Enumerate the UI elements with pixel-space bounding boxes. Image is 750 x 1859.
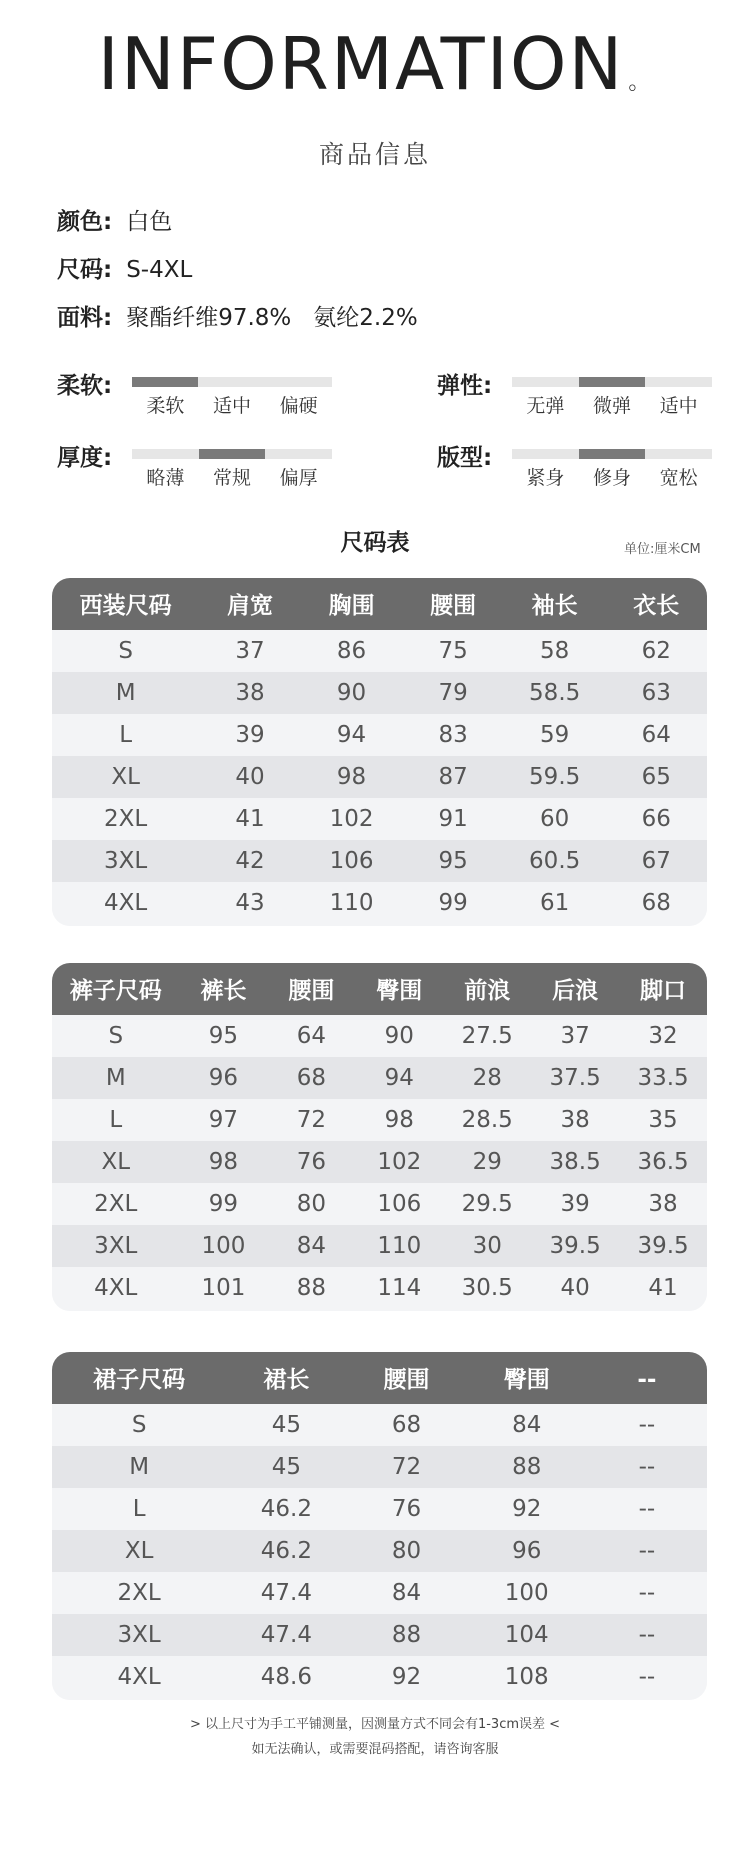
table-row bbox=[52, 1446, 707, 1488]
table-cell: 68 bbox=[641, 890, 671, 916]
table-row bbox=[52, 1099, 707, 1141]
prop-color bbox=[57, 198, 418, 246]
scale-option: 无弹 bbox=[526, 395, 565, 417]
table-cell: 60 bbox=[540, 806, 570, 832]
table-row bbox=[52, 1404, 707, 1446]
table-cell: 100 bbox=[504, 1580, 549, 1606]
table-cell: 92 bbox=[512, 1496, 542, 1522]
table-cell: 38 bbox=[235, 680, 265, 706]
header-cell: 腰围 bbox=[383, 1367, 430, 1393]
table-cell: 102 bbox=[329, 806, 374, 832]
scale-track bbox=[512, 449, 712, 459]
size-label-cell: XL bbox=[101, 1149, 131, 1175]
table-cell: 106 bbox=[377, 1191, 422, 1217]
table-cell: 108 bbox=[504, 1664, 549, 1690]
size-chart-title: 尺码表 bbox=[340, 530, 410, 556]
suit-size-table bbox=[52, 578, 707, 926]
prop-value-secondary: 氨纶2.2% bbox=[313, 305, 418, 331]
table-cell: 39 bbox=[235, 722, 265, 748]
header-cell: 脚口 bbox=[640, 978, 687, 1004]
prop-fabric bbox=[57, 294, 418, 342]
scale-option: 修身 bbox=[593, 467, 632, 489]
size-label-cell: L bbox=[119, 722, 133, 748]
size-label-cell: S bbox=[108, 1023, 124, 1049]
pants-size-table bbox=[52, 963, 707, 1311]
table-cell: -- bbox=[638, 1538, 656, 1564]
prop-size bbox=[57, 246, 418, 294]
table-body bbox=[52, 630, 707, 926]
size-label-cell: 3XL bbox=[117, 1622, 161, 1648]
table-cell: 40 bbox=[235, 764, 265, 790]
header-cell: 臀围 bbox=[376, 978, 423, 1004]
table-row bbox=[52, 1530, 707, 1572]
table-cell: 88 bbox=[391, 1622, 422, 1648]
table-cell: 99 bbox=[438, 890, 468, 916]
table-cell: 114 bbox=[377, 1275, 422, 1301]
size-label-cell: M bbox=[105, 1065, 126, 1091]
table-cell: 84 bbox=[512, 1412, 542, 1438]
size-chart-unit: 单位:厘米CM bbox=[624, 542, 701, 557]
scale-track bbox=[512, 377, 712, 387]
prop-key: 颜色: bbox=[57, 209, 113, 235]
scale-fill bbox=[579, 377, 645, 387]
table-cell: 72 bbox=[391, 1454, 422, 1480]
size-label-cell: 3XL bbox=[94, 1233, 138, 1259]
prop-value: 白色 bbox=[126, 209, 173, 235]
table-cell: 67 bbox=[641, 848, 671, 874]
table-cell: 40 bbox=[560, 1275, 590, 1301]
table-cell: 48.6 bbox=[260, 1664, 312, 1690]
table-cell: 104 bbox=[504, 1622, 549, 1648]
table-cell: 27.5 bbox=[461, 1023, 513, 1049]
size-label-cell: 4XL bbox=[94, 1275, 138, 1301]
table-cell: 99 bbox=[208, 1191, 239, 1217]
table-header bbox=[52, 578, 707, 630]
table-cell: 41 bbox=[235, 806, 265, 832]
table-cell: 84 bbox=[296, 1233, 326, 1259]
table-cell: 29 bbox=[472, 1149, 502, 1175]
table-row bbox=[52, 756, 707, 798]
table-cell: 59 bbox=[540, 722, 570, 748]
scale-fit bbox=[437, 443, 750, 503]
scale-key: 厚度: bbox=[57, 445, 113, 471]
table-cell: 79 bbox=[438, 680, 468, 706]
table-cell: 39.5 bbox=[549, 1233, 601, 1259]
scale-fill bbox=[579, 449, 645, 459]
table-cell: 90 bbox=[336, 680, 367, 706]
table-cell: 83 bbox=[438, 722, 468, 748]
table-cell: -- bbox=[638, 1622, 656, 1648]
scale-key: 弹性: bbox=[437, 373, 493, 399]
scale-option: 偏厚 bbox=[279, 467, 318, 489]
product-properties bbox=[57, 198, 418, 342]
table-cell: 76 bbox=[391, 1496, 422, 1522]
table-cell: 68 bbox=[391, 1412, 422, 1438]
table-cell: 46.2 bbox=[260, 1496, 312, 1522]
table-cell: -- bbox=[638, 1454, 656, 1480]
table-cell: 64 bbox=[296, 1023, 326, 1049]
scale-track bbox=[132, 377, 332, 387]
scale-softness bbox=[57, 371, 377, 431]
header-cell: 腰围 bbox=[430, 593, 477, 619]
header-cell: 后浪 bbox=[552, 978, 599, 1004]
table-row bbox=[52, 672, 707, 714]
table-cell: 62 bbox=[641, 638, 671, 664]
scale-options bbox=[512, 391, 712, 421]
table-cell: 106 bbox=[329, 848, 374, 874]
size-label-cell: 3XL bbox=[104, 848, 148, 874]
scale-option: 略薄 bbox=[146, 467, 185, 489]
table-row bbox=[52, 714, 707, 756]
table-cell: 66 bbox=[641, 806, 671, 832]
table-cell: 45 bbox=[271, 1412, 301, 1438]
size-label-cell: XL bbox=[124, 1538, 154, 1564]
table-cell: 36.5 bbox=[637, 1149, 689, 1175]
table-row bbox=[52, 1267, 707, 1311]
table-cell: 37 bbox=[560, 1023, 590, 1049]
header-cell: 臀围 bbox=[503, 1367, 550, 1393]
scale-track bbox=[132, 449, 332, 459]
size-label-cell: 2XL bbox=[117, 1580, 161, 1606]
table-cell: 94 bbox=[384, 1065, 414, 1091]
table-body bbox=[52, 1404, 707, 1700]
table-cell: 30 bbox=[472, 1233, 502, 1259]
scale-option: 适中 bbox=[213, 395, 252, 417]
scale-options bbox=[132, 463, 332, 493]
table-cell: 37 bbox=[235, 638, 265, 664]
table-cell: 38 bbox=[648, 1191, 678, 1217]
header-cell: 袖长 bbox=[531, 593, 578, 619]
scale-options bbox=[132, 391, 332, 421]
prop-value: S-4XL bbox=[126, 257, 193, 283]
table-cell: 38.5 bbox=[549, 1149, 601, 1175]
table-cell: 80 bbox=[391, 1538, 422, 1564]
table-row bbox=[52, 1057, 707, 1099]
table-cell: 87 bbox=[438, 764, 468, 790]
header-cell: 前浪 bbox=[464, 978, 511, 1004]
table-row bbox=[52, 798, 707, 840]
table-cell: 98 bbox=[384, 1107, 414, 1133]
note-line: 如无法确认，或需要混码搭配，请咨询客服 bbox=[251, 1742, 499, 1757]
table-cell: 46.2 bbox=[260, 1538, 312, 1564]
table-cell: 42 bbox=[235, 848, 265, 874]
header-cell: 裙长 bbox=[263, 1367, 310, 1393]
table-cell: 28.5 bbox=[461, 1107, 513, 1133]
table-cell: 39.5 bbox=[637, 1233, 689, 1259]
size-label-cell: 2XL bbox=[94, 1191, 138, 1217]
table-cell: 61 bbox=[540, 890, 570, 916]
table-cell: 60.5 bbox=[529, 848, 581, 874]
scale-option: 偏硬 bbox=[279, 395, 318, 417]
scale-option: 紧身 bbox=[526, 467, 565, 489]
table-cell: 101 bbox=[201, 1275, 246, 1301]
table-cell: 64 bbox=[641, 722, 671, 748]
table-cell: 28 bbox=[472, 1065, 502, 1091]
skirt-size-table bbox=[52, 1352, 707, 1700]
table-cell: 58.5 bbox=[529, 680, 581, 706]
scale-elasticity bbox=[437, 371, 750, 431]
scale-key: 柔软: bbox=[57, 373, 113, 399]
prop-key: 尺码: bbox=[57, 257, 113, 283]
size-label-cell: 4XL bbox=[117, 1664, 161, 1690]
table-cell: 100 bbox=[201, 1233, 246, 1259]
size-label-cell: 4XL bbox=[104, 890, 148, 916]
header-cell: 西装尺码 bbox=[79, 593, 172, 619]
table-cell: 29.5 bbox=[461, 1191, 513, 1217]
scale-fill bbox=[132, 377, 198, 387]
table-cell: 68 bbox=[296, 1065, 326, 1091]
size-label-cell: S bbox=[131, 1412, 147, 1438]
table-cell: 95 bbox=[208, 1023, 239, 1049]
table-cell: 98 bbox=[336, 764, 367, 790]
table-row bbox=[52, 1614, 707, 1656]
prop-value: 聚酯纤维97.8% bbox=[126, 305, 292, 331]
table-cell: 95 bbox=[438, 848, 468, 874]
header-cell: 肩宽 bbox=[227, 593, 274, 619]
table-cell: 97 bbox=[208, 1107, 239, 1133]
table-cell: 47.4 bbox=[260, 1580, 312, 1606]
scale-option: 常规 bbox=[213, 467, 252, 489]
size-label-cell: S bbox=[118, 638, 133, 664]
table-row bbox=[52, 1488, 707, 1530]
header-cell: 裤长 bbox=[200, 978, 247, 1004]
table-cell: 47.4 bbox=[260, 1622, 312, 1648]
table-cell: 110 bbox=[329, 890, 374, 916]
scale-option: 柔软 bbox=[146, 395, 185, 417]
page-title bbox=[0, 22, 750, 125]
size-label-cell: M bbox=[129, 1454, 150, 1480]
table-cell: 65 bbox=[641, 764, 671, 790]
table-cell: 88 bbox=[296, 1275, 326, 1301]
size-label-cell: L bbox=[109, 1107, 123, 1133]
table-row bbox=[52, 630, 707, 672]
table-cell: 98 bbox=[208, 1149, 239, 1175]
header-cell: 胸围 bbox=[328, 593, 375, 619]
table-cell: 59.5 bbox=[529, 764, 581, 790]
page-subtitle: 商品信息 bbox=[318, 140, 431, 169]
table-cell: 96 bbox=[512, 1538, 542, 1564]
header-cell: -- bbox=[637, 1367, 657, 1393]
scale-options bbox=[512, 463, 712, 493]
table-cell: -- bbox=[638, 1412, 656, 1438]
title-dot: 。 bbox=[628, 70, 653, 95]
table-cell: 76 bbox=[296, 1149, 326, 1175]
page-header bbox=[0, 0, 750, 171]
table-cell: 32 bbox=[648, 1023, 678, 1049]
table-cell: 91 bbox=[438, 806, 468, 832]
table-row bbox=[52, 1141, 707, 1183]
header-cell: 裤子尺码 bbox=[69, 978, 162, 1004]
table-cell: -- bbox=[638, 1664, 656, 1690]
header-cell: 裙子尺码 bbox=[93, 1367, 186, 1393]
size-label-cell: M bbox=[115, 680, 136, 706]
table-cell: 58 bbox=[540, 638, 570, 664]
table-row bbox=[52, 1015, 707, 1057]
table-cell: 84 bbox=[391, 1580, 422, 1606]
table-cell: 110 bbox=[377, 1233, 422, 1259]
table-cell: 96 bbox=[208, 1065, 239, 1091]
title-text: INFORMATION bbox=[97, 22, 625, 106]
table-cell: 41 bbox=[648, 1275, 678, 1301]
size-label-cell: 2XL bbox=[104, 806, 148, 832]
table-cell: -- bbox=[638, 1580, 656, 1606]
scale-key: 版型: bbox=[437, 445, 493, 471]
table-row bbox=[52, 882, 707, 926]
table-row bbox=[52, 1572, 707, 1614]
size-label-cell: XL bbox=[111, 764, 140, 790]
prop-key: 面料: bbox=[57, 305, 113, 331]
note-line: > 以上尺寸为手工平铺测量，因测量方式不同会有1-3cm误差 < bbox=[189, 1717, 561, 1732]
table-cell: 45 bbox=[271, 1454, 301, 1480]
table-row bbox=[52, 1656, 707, 1700]
table-cell: 92 bbox=[391, 1664, 422, 1690]
table-row bbox=[52, 840, 707, 882]
table-cell: 90 bbox=[384, 1023, 414, 1049]
scale-option: 宽松 bbox=[659, 467, 698, 489]
table-cell: 43 bbox=[235, 890, 265, 916]
table-cell: 38 bbox=[560, 1107, 590, 1133]
table-cell: 94 bbox=[336, 722, 367, 748]
table-row bbox=[52, 1225, 707, 1267]
table-header bbox=[52, 1352, 707, 1404]
table-cell: 88 bbox=[512, 1454, 542, 1480]
measurement-notes bbox=[0, 1712, 750, 1762]
table-row bbox=[52, 1183, 707, 1225]
table-cell: 33.5 bbox=[637, 1065, 689, 1091]
table-body bbox=[52, 1015, 707, 1311]
header-cell: 衣长 bbox=[633, 593, 680, 619]
table-cell: 102 bbox=[377, 1149, 422, 1175]
table-cell: 35 bbox=[648, 1107, 678, 1133]
table-cell: 39 bbox=[560, 1191, 590, 1217]
size-label-cell: L bbox=[132, 1496, 146, 1522]
scale-option: 微弹 bbox=[593, 395, 632, 417]
scale-option: 适中 bbox=[659, 395, 698, 417]
scale-thickness bbox=[57, 443, 377, 503]
table-cell: 72 bbox=[296, 1107, 326, 1133]
table-cell: -- bbox=[638, 1496, 656, 1522]
scale-fill bbox=[199, 449, 265, 459]
table-cell: 30.5 bbox=[461, 1275, 513, 1301]
header-cell: 腰围 bbox=[288, 978, 335, 1004]
table-cell: 75 bbox=[438, 638, 468, 664]
table-cell: 37.5 bbox=[549, 1065, 601, 1091]
table-cell: 63 bbox=[641, 680, 671, 706]
table-cell: 86 bbox=[336, 638, 367, 664]
table-header bbox=[52, 963, 707, 1015]
table-cell: 80 bbox=[296, 1191, 326, 1217]
